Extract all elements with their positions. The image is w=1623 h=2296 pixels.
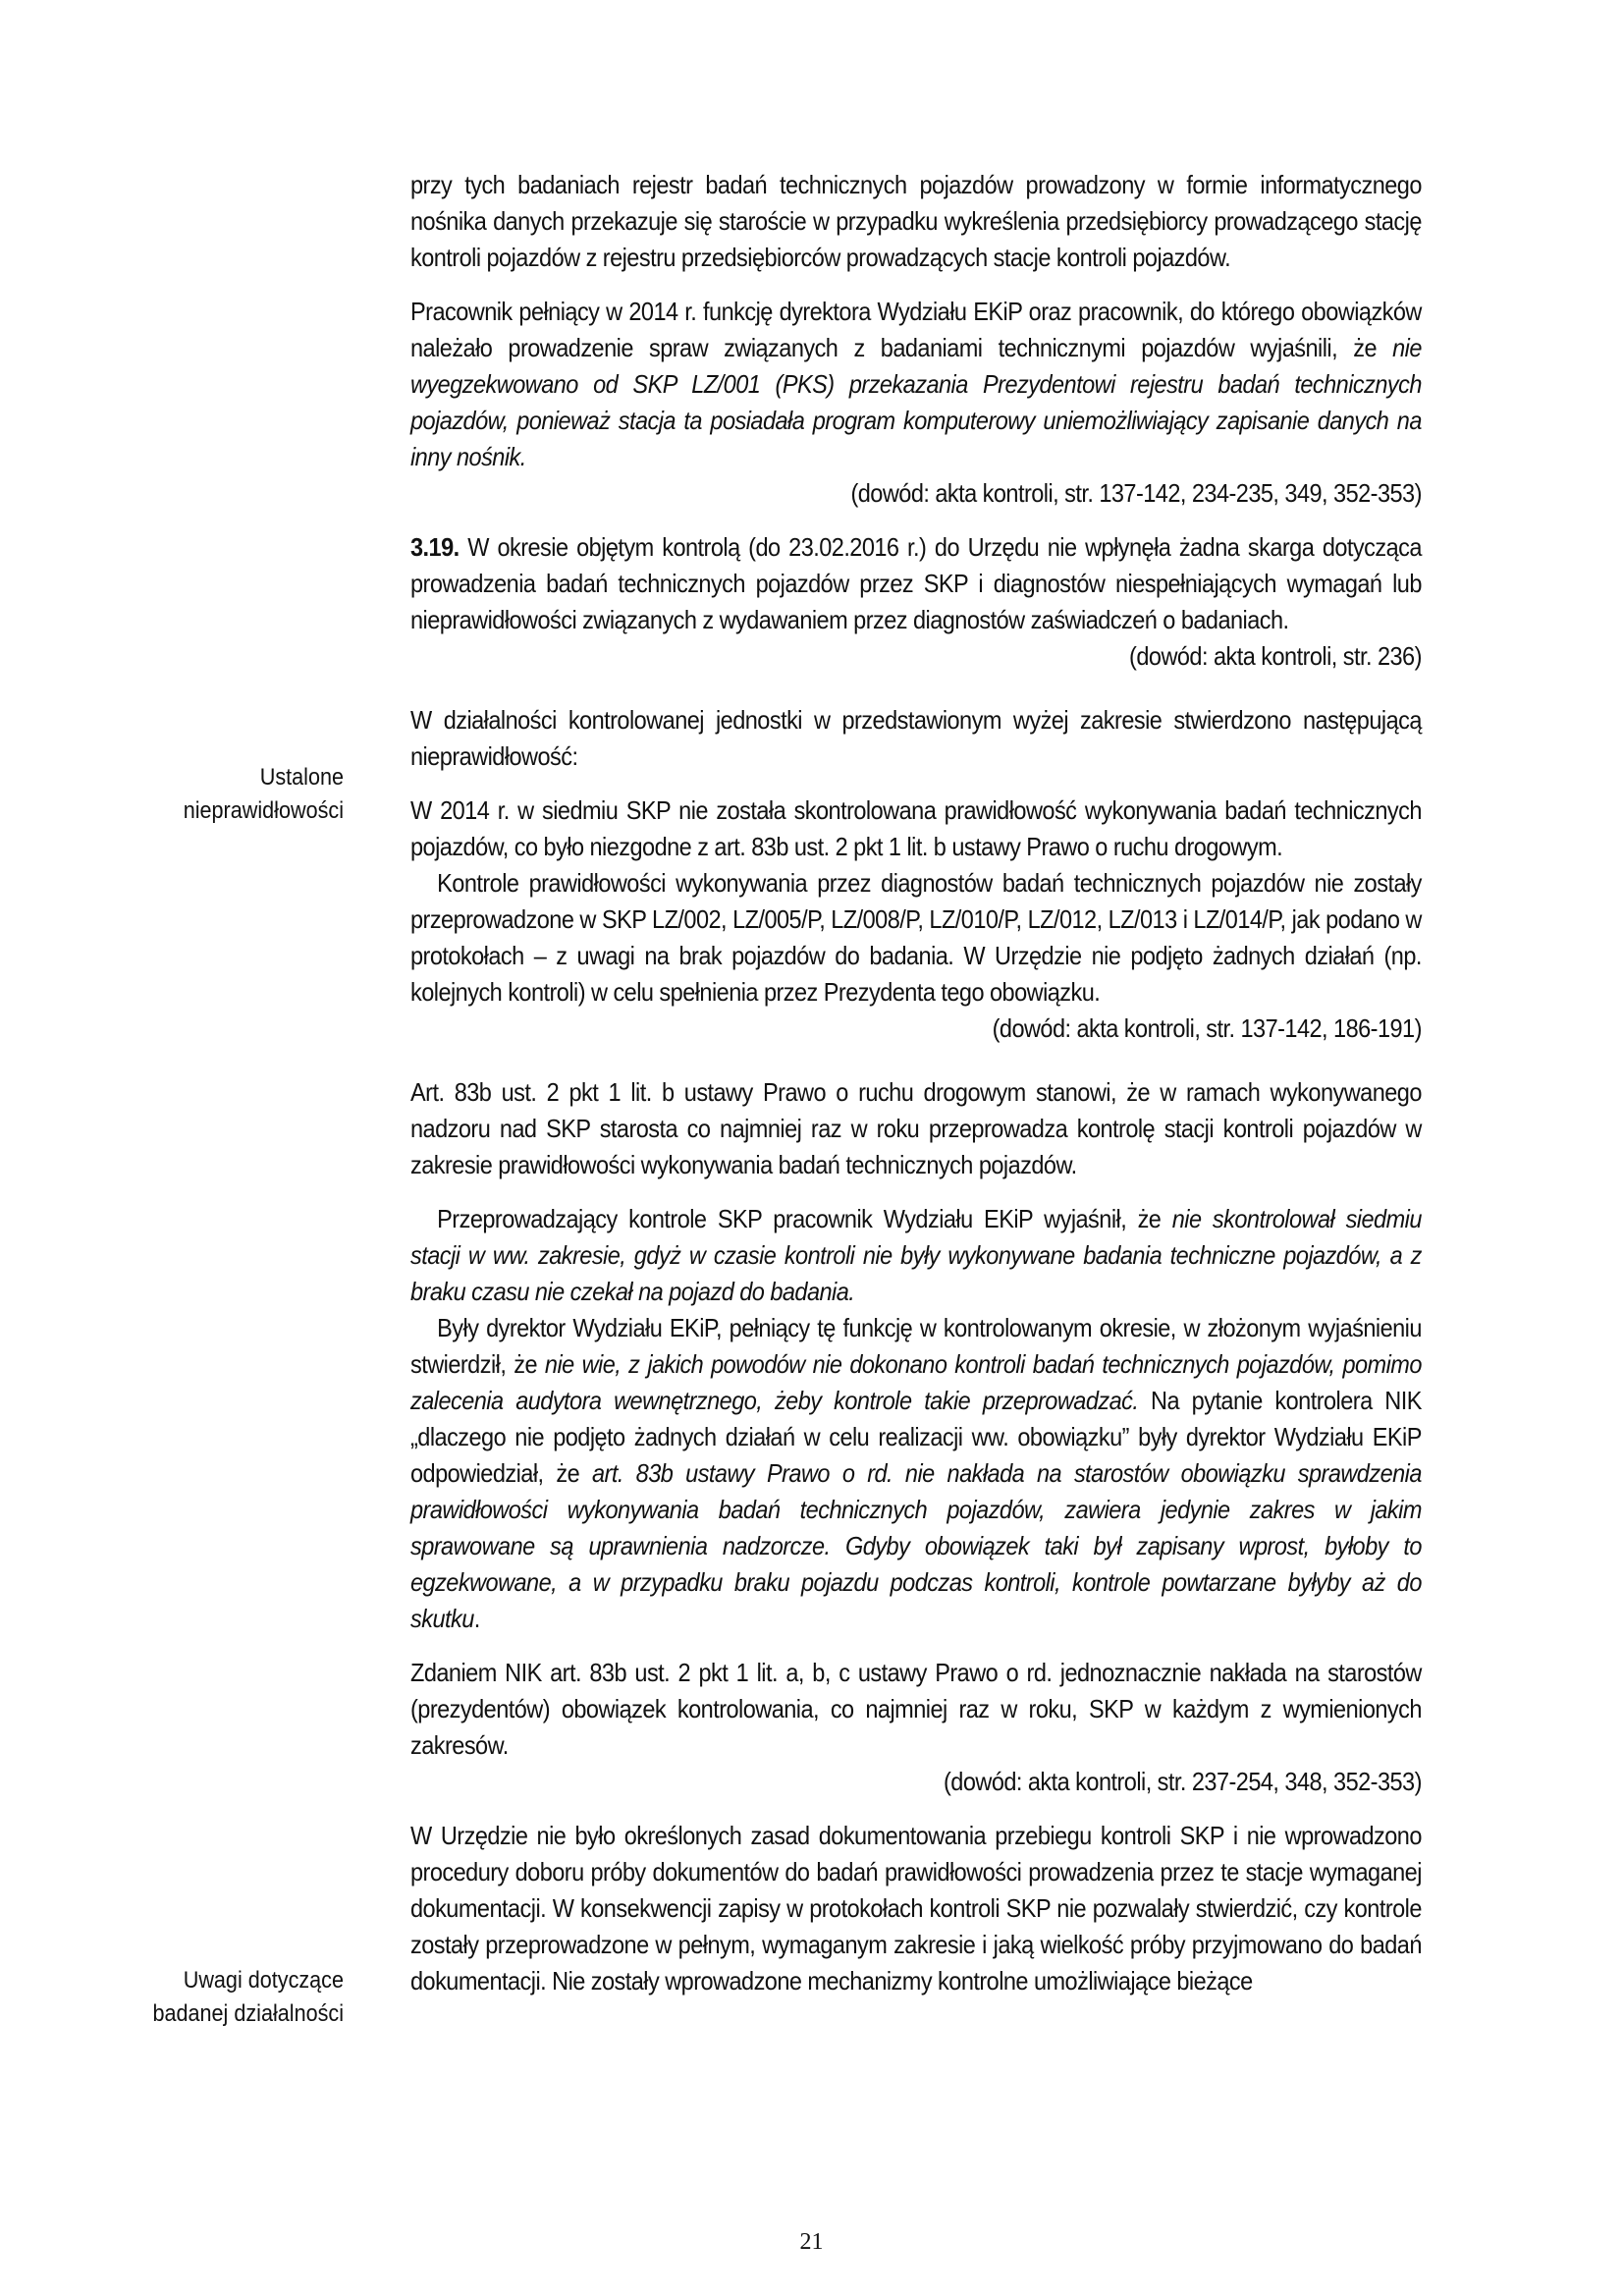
margin-label-line: Uwagi dotyczące <box>183 1967 344 1994</box>
margin-label-irregularities <box>105 761 344 828</box>
text-run: W okresie objętym kontrolą (do 23.02.2016 r.) do Urzędu nie wpłynęła żadna skarga dotycząca prowadzenia badań technicznych pojazdów przez SKP i diagnostów niespełniających wymagań lub nieprawidłowości związanych z wydawaniem przez diagnostów zaświadczeń o badaniach. <box>410 532 1422 634</box>
section-number: 3.19. <box>410 532 460 562</box>
paragraph <box>410 529 1422 638</box>
paragraph: Kontrole prawidłowości wykonywania przez diagnostów badań technicznych pojazdów nie zostały przeprowadzone w SKP LZ/002, LZ/005/P, LZ/008/P, LZ/010/P, LZ/012, LZ/013 i LZ/014/P, jak podano w protokołach – z uwagi na brak pojazdów do badania. W Urzędzie nie podjęto żadnych działań (np. kolejnych kontroli) w celu spełnienia przez Prezydenta tego obowiązku. <box>410 868 1422 1007</box>
paragraph <box>410 294 1422 475</box>
body-text <box>410 167 1422 1999</box>
evidence-reference: (dowód: akta kontroli, str. 237-254, 348, 352-353) <box>943 1767 1422 1796</box>
paragraph: przy tych badaniach rejestr badań technicznych pojazdów prowadzony w formie informatycznego nośnika danych przekazuje się staroście w przypadku wykreślenia przedsiębiorcy prowadzącego stację kontroli pojazdów z rejestru przedsiębiorców prowadzących stacje kontroli pojazdów. <box>410 170 1422 272</box>
margin-label-line: Ustalone <box>259 764 344 791</box>
paragraph: W 2014 r. w siedmiu SKP nie została skontrolowana prawidłowość wykonywania badań technicznych pojazdów, co było niezgodne z art. 83b ust. 2 pkt 1 lit. b ustawy Prawo o ruchu drogowym. <box>410 795 1422 861</box>
paragraph: W działalności kontrolowanej jednostki w przedstawionym wyżej zakresie stwierdzono następującą nieprawidłowość: <box>410 705 1422 771</box>
text-run: Na pytanie kontrolera NIK „dlaczego nie podjęto żadnych działań w celu realizacji ww. obowiązku” były dyrektor Wydziału EKiP odpowiedział, że <box>410 1386 1422 1488</box>
quoted-explanation: nie wyegzekwowano od SKP LZ/001 (PKS) przekazania Prezydentowi rejestru badań technicznych pojazdów, ponieważ stacja ta posiadała program komputerowy uniemożliwiający zapisanie danych na inny nośnik. <box>410 333 1422 471</box>
paragraph: Zdaniem NIK art. 83b ust. 2 pkt 1 lit. a, b, c ustawy Prawo o rd. jednoznacznie nakłada na starostów (prezydentów) obowiązek kontrolowania, co najmniej raz w roku, SKP w każdym z wymienionych zakresów. <box>410 1658 1422 1760</box>
quoted-explanation: nie wie, z jakich powodów nie dokonano kontroli badań technicznych pojazdów, pomimo zalecenia audytora wewnętrznego, żeby kontrole takie przeprowadzać. <box>410 1349 1422 1415</box>
paragraph <box>410 1310 1422 1637</box>
text-run: Były dyrektor Wydziału EKiP, pełniący tę funkcję w kontrolowanym okresie, w złożonym wyjaśnieniu stwierdził, że <box>410 1313 1422 1379</box>
paragraph: Art. 83b ust. 2 pkt 1 lit. b ustawy Prawo o ruchu drogowym stanowi, że w ramach wykonywanego nadzoru nad SKP starosta co najmniej raz w roku przeprowadza kontrolę stacji kontroli pojazdów w zakresie prawidłowości wykonywania badań technicznych pojazdów. <box>410 1077 1422 1179</box>
margin-label-line: badanej działalności <box>152 2000 344 2027</box>
page-number: 21 <box>799 2229 824 2255</box>
margin-label-remarks <box>105 1964 344 2031</box>
evidence-reference: (dowód: akta kontroli, str. 137-142, 186-191) <box>992 1013 1422 1043</box>
text-run: Przeprowadzający kontrole SKP pracownik Wydziału EKiP wyjaśnił, że <box>437 1204 1172 1233</box>
evidence-reference: (dowód: akta kontroli, str. 137-142, 234-235, 349, 352-353) <box>850 478 1422 508</box>
evidence-reference: (dowód: akta kontroli, str. 236) <box>1129 641 1422 671</box>
quoted-explanation: art. 83b ustawy Prawo o rd. nie nakłada na starostów obowiązku sprawdzenia prawidłowości wykonywania badań technicznych pojazdów, zawiera jedynie zakres w jakim sprawowane są uprawnienia nadzorcze. Gdyby obowiązek taki był zapisany wprost, byłoby to egzekwowane, a w przypadku braku pojazdu podczas kontroli, kontrole powtarzane byłyby aż do skutku <box>410 1458 1422 1633</box>
margin-label-line: nieprawidłowości <box>183 797 344 824</box>
paragraph: W Urzędzie nie było określonych zasad dokumentowania przebiegu kontroli SKP i nie wprowadzono procedury doboru próby dokumentów do badań prawidłowości prowadzenia przez te stacje wymaganej dokumentacji. W konsekwencji zapisy w protokołach kontroli SKP nie pozwalały stwierdzić, czy kontrole zostały przeprowadzone w pełnym, wymaganym zakresie i jaką wielkość próby przyjmowano do badań dokumentacji. Nie zostały wprowadzone mechanizmy kontrolne umożliwiające bieżące <box>410 1821 1422 1995</box>
text-run: Pracownik pełniący w 2014 r. funkcję dyrektora Wydziału EKiP oraz pracownik, do którego obowiązków należało prowadzenie spraw związanych z badaniami technicznymi pojazdów wyjaśnili, że <box>410 297 1422 362</box>
paragraph <box>410 1201 1422 1310</box>
text-run: . <box>473 1604 480 1633</box>
quoted-explanation: nie skontrolował siedmiu stacji w ww. zakresie, gdyż w czasie kontroli nie były wykonywane badania techniczne pojazdów, a z braku czasu nie czekał na pojazd do badania. <box>410 1204 1422 1306</box>
